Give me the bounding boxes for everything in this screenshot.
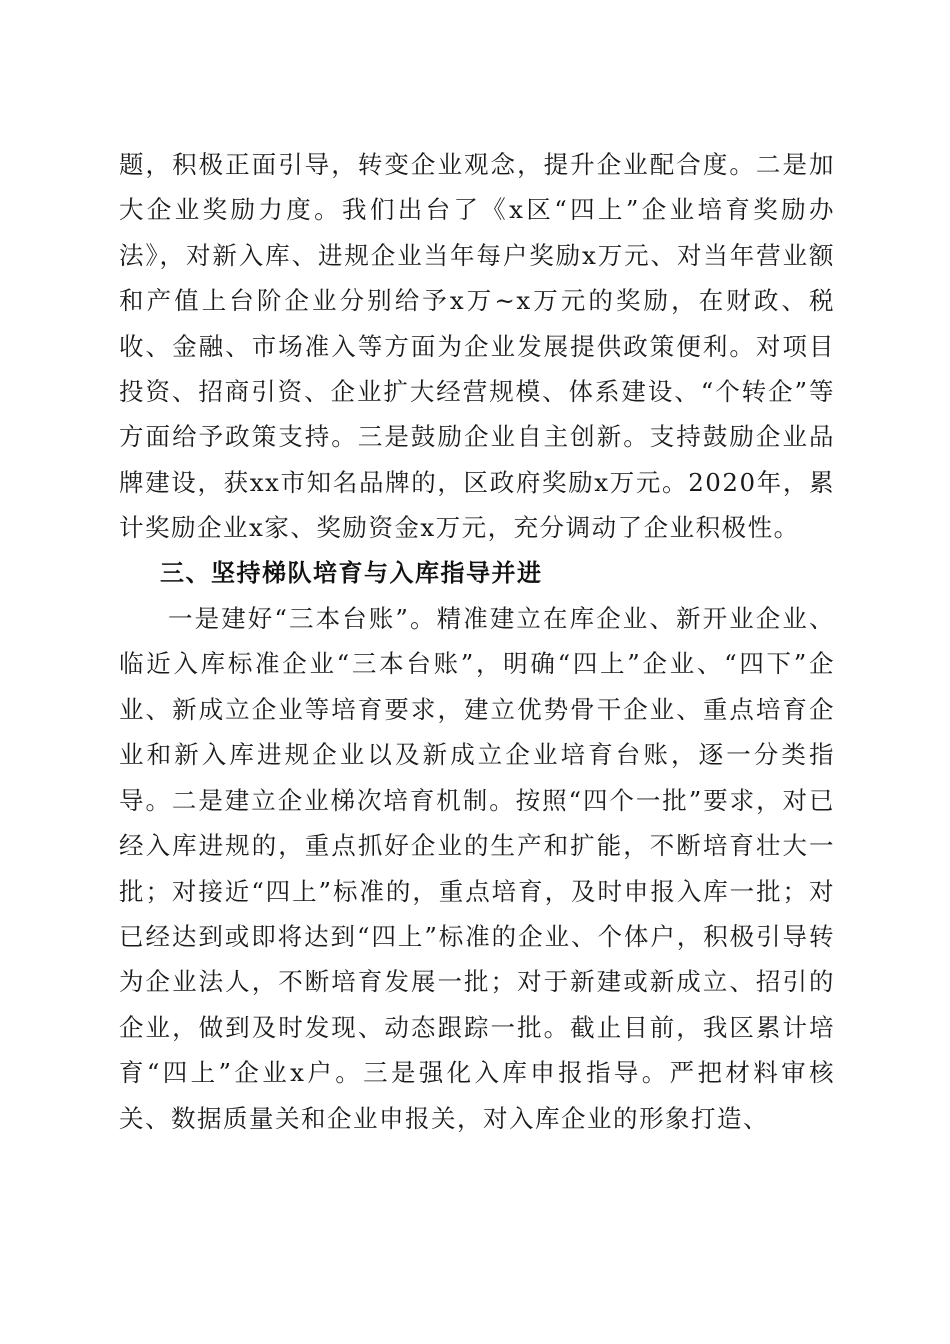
section-heading: 三、坚持梯队培育与入库指导并进 <box>160 558 543 587</box>
paragraph-continued: 题，积极正面引导，转变企业观念，提升企业配合度。二是加大企业奖励力度。我们出台了《x区“四上”企业培育奖励办法》，对新入库、进规企业当年每户奖励x万元、对当年营业额和产值上台阶企业分别给予x万~x万元的奖励，在财政、税收、金融、市场准入等方面为企业发展提供政策便利。对项目投资、招商引资、企业扩大经营规模、体系建设、“个转企”等方面给予政策支持。三是鼓励企业自主创新。支持鼓励企业品牌建设，获xx市知名品牌的，区政府奖励x万元。2020年，累计奖励企业x家、奖励资金x万元，充分调动了企业积极性。 <box>119 150 835 543</box>
paragraph-section-three: 一是建好“三本台账”。精准建立在库企业、新开业企业、临近入库标准企业“三本台账”，明确“四上”企业、“四下”企业、新成立企业等培育要求，建立优势骨干企业、重点培育企业和新入库进规企业以及新成立企业培育台账，逐一分类指导。二是建立企业梯次培育机制。按照“四个一批”要求，对已经入库进规的，重点抓好企业的生产和扩能，不断培育壮大一批；对接近“四上”标准的，重点培育，及时申报入库一批；对已经达到或即将达到“四上”标准的企业、个体户，积极引导转为企业法人，不断培育发展一批；对于新建或新成立、招引的企业，做到及时发现、动态跟踪一批。截止目前，我区累计培育“四上”企业x户。三是强化入库申报指导。严把材料审核关、数据质量关和企业申报关，对入库企业的形象打造、 <box>119 604 835 1133</box>
document-body <box>119 142 835 1141</box>
